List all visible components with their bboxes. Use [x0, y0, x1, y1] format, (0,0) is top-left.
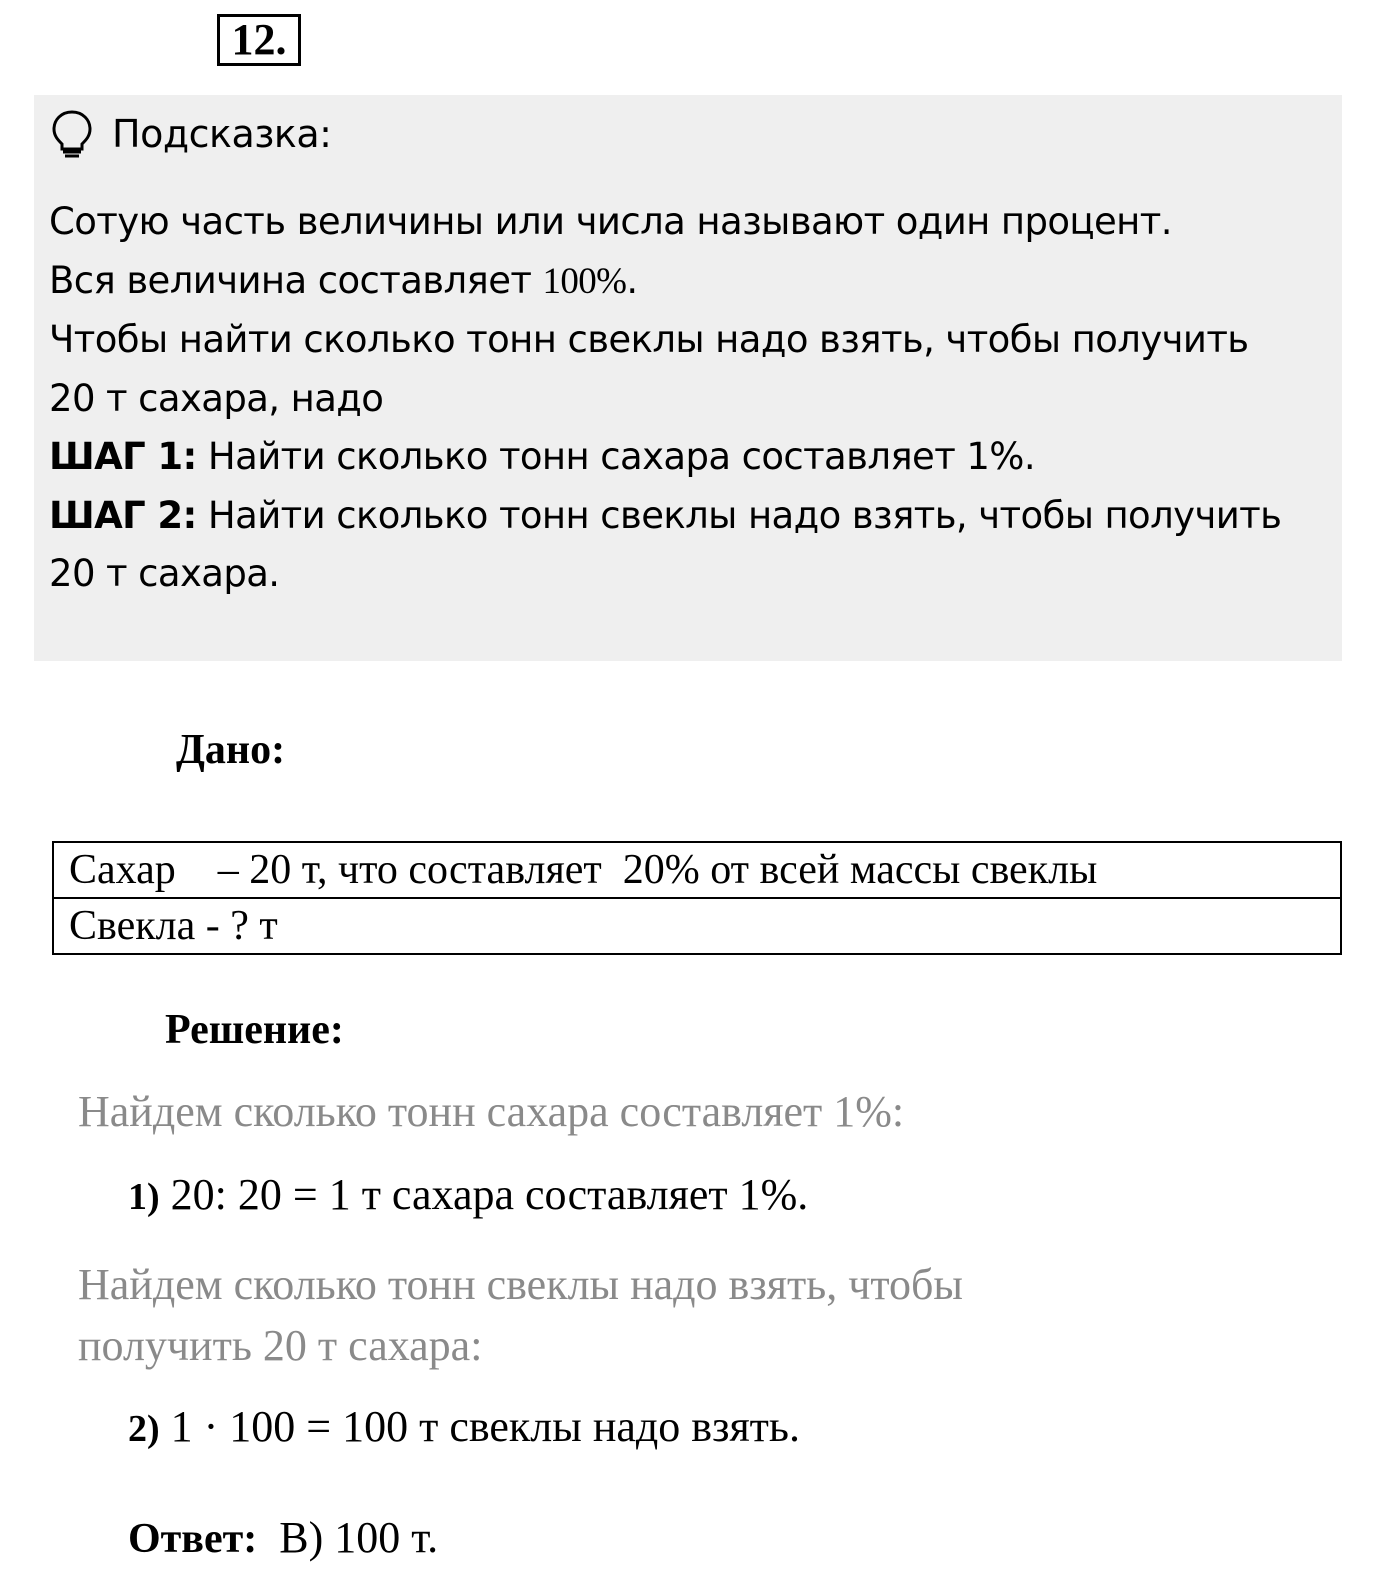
- hint-step-1-label: ШАГ 1:: [49, 435, 197, 478]
- given-title: Дано:: [176, 727, 286, 773]
- hint-step-2-continuation: 20 т сахара.: [49, 552, 280, 595]
- table-row: [53, 898, 1341, 954]
- table-row: [53, 842, 1341, 898]
- hint-line-1: Сотую часть величины или числа называют один процент.: [49, 200, 1172, 243]
- hint-line-2-text: Вся величина составляет: [49, 258, 543, 302]
- answer-label: Ответ:: [128, 1516, 258, 1562]
- answer: [128, 1508, 438, 1569]
- solution-step-1: [128, 1165, 808, 1227]
- hint-step-2-text: Найти сколько тонн свеклы надо взять, чтобы получить: [196, 493, 1282, 537]
- hint-step-1: [49, 428, 1334, 487]
- hint-line-2-end: .: [626, 258, 638, 302]
- answer-value: В) 100 т.: [257, 1513, 439, 1562]
- solution-comment-1: Найдем сколько тонн сахара составляет 1%:: [78, 1087, 905, 1136]
- solution-step-2: [128, 1397, 800, 1459]
- given-table: [52, 841, 1342, 955]
- step-1-expression: 20: 20 = 1 т сахара составляет 1%.: [159, 1170, 809, 1219]
- solution-comment-2-line-2: получить 20 т сахара:: [78, 1321, 483, 1370]
- hint-text: [49, 193, 1334, 604]
- hint-line-2-value: 100%: [542, 260, 627, 302]
- hint-line-4: 20 т сахара, надо: [49, 376, 384, 420]
- hint-step-1-text: Найти сколько тонн сахара составляет 1%.: [196, 435, 1035, 478]
- given-row-sugar: Сахар – 20 т, что составляет 20% от всей массы свеклы: [53, 842, 1341, 898]
- hint-step-2: [49, 487, 1334, 546]
- hint-line-3: Чтобы найти сколько тонн свеклы надо взять, чтобы получить: [49, 318, 1249, 361]
- hint-step-2-label: ШАГ 2:: [49, 493, 197, 537]
- hint-header: [50, 109, 331, 159]
- step-2-number: 2): [128, 1408, 160, 1450]
- lightbulb-icon: [50, 109, 94, 159]
- task-number: 12.: [217, 14, 301, 66]
- hint-line-2: [49, 252, 1334, 312]
- step-2-expression: 1 · 100 = 100 т свеклы надо взять.: [159, 1402, 800, 1451]
- hint-title: Подсказка:: [112, 112, 332, 156]
- solution-comment-2-line-1: Найдем сколько тонн свеклы надо взять, чтобы: [78, 1260, 963, 1309]
- given-row-beet: Свекла - ? т: [53, 898, 1341, 954]
- solution-title: Решение:: [165, 1007, 344, 1053]
- hint-box: [34, 95, 1342, 661]
- step-1-number: 1): [128, 1176, 160, 1218]
